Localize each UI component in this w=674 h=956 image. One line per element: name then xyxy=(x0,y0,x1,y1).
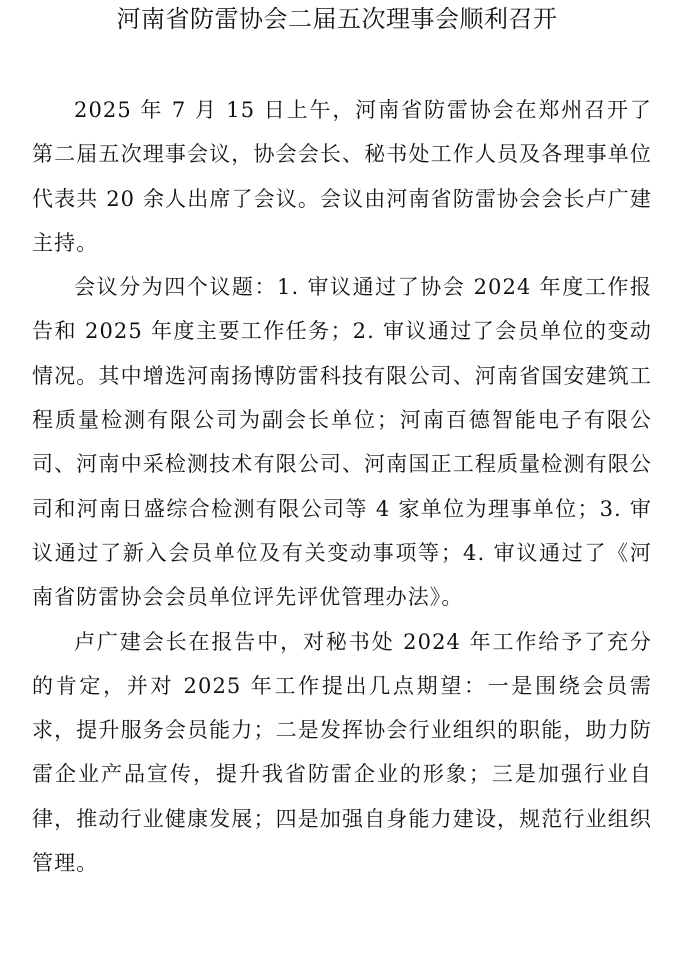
paragraph-agenda-items: 会议分为四个议题：1. 审议通过了协会 2024 年度工作报告和 2025 年度主要工作任务；2. 审议通过了会员单位的变动情况。其中增选河南扬博防雷科技有限公司、河南省国安建筑工程质量检测有限公司为副会长单位；河南百德智能电子有限公司、河南中采检测技术有限公司、河南国正工程质量检测有限公司和河南日盛综合检测有限公司等 4 家单位为理事单位；3. 审议通过了新入会员单位及有关变动事项等；4. 审议通过了《河南省防雷协会会员单位评先评优管理办法》。 xyxy=(32,275,652,610)
paragraph-president-report: 卢广建会长在报告中，对秘书处 2024 年工作给予了充分的肯定，并对 2025 年工作提出几点期望：一是围绕会员需求，提升服务会员能力；二是发挥协会行业组织的职能，助力防雷企业产品宣传，提升我省防雷企业的形象；三是加强行业自律，推动行业健康发展；四是加强自身能力建设，规范行业组织管理。 xyxy=(32,629,652,876)
paragraph-meeting-intro: 2025 年 7 月 15 日上午，河南省防雷协会在郑州召开了第二届五次理事会议，协会会长、秘书处工作人员及各理事单位代表共 20 余人出席了会议。会议由河南省防雷协会会长卢广建主持。 xyxy=(32,98,652,255)
article-body xyxy=(32,88,652,885)
article-title: 河南省防雷协会二届五次理事会顺利召开 xyxy=(116,5,558,33)
